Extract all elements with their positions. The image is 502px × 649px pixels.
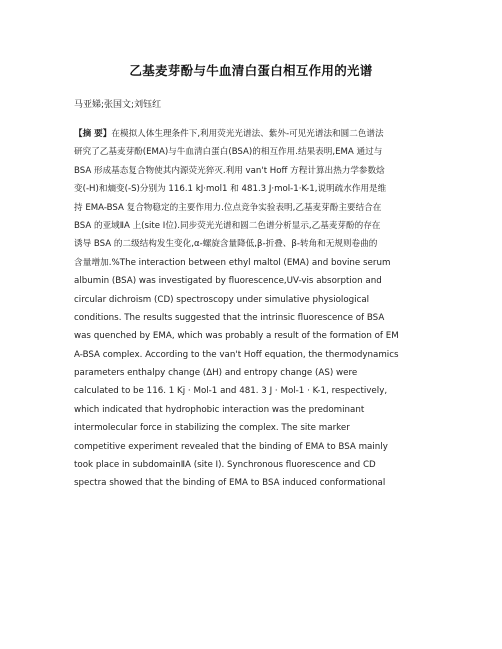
abstract-line: 变(-H)和熵变(-S)分别为 116.1 kJ·mol1 和 481.3 J·mol-1·K-1,说明疏水作用是维 xyxy=(74,184,387,195)
abstract-line: spectra showed that the binding of EMA to BSA induced conformational xyxy=(74,478,386,489)
abstract-line: albumin (BSA) was investigated by fluorescence,UV-vis absorption and xyxy=(74,276,382,287)
abstract-line: 持 EMA-BSA 复合物稳定的主要作用力.位点竞争实验表明,乙基麦芽酚主要结合在 xyxy=(74,202,382,213)
abstract-line: A-BSA complex. According to the van't Hoff equation, the thermodynamics xyxy=(74,349,399,360)
abstract-line: conditions. The results suggested that the intrinsic fluorescence of BSA xyxy=(74,312,385,323)
abstract-line xyxy=(74,125,434,143)
abstract-line: 诱导 BSA 的二级结构发生变化,α-螺旋含量降低,β-折叠、β-转角和无规则卷曲的 xyxy=(74,239,378,250)
abstract-label: 【摘 要】 xyxy=(74,129,112,139)
abstract-line: 含量增加.%The interaction between ethyl maltol (EMA) and bovine serum xyxy=(74,257,391,268)
abstract-block xyxy=(74,125,434,493)
abstract-line: took place in subdomainⅡA (site Ⅰ). Synchronous fluorescence and CD xyxy=(74,460,376,471)
abstract-line-text: 在模拟人体生理条件下,利用荧光光谱法、紫外-可见光谱法和圆二色谱法 xyxy=(111,129,384,139)
abstract-line: BSA 的亚域ⅡA 上(site Ⅰ位).同步荧光光谱和圆二色谱分析显示,乙基麦芽酚的存在 xyxy=(74,220,381,231)
paper-authors: 马亚娣;张国文;刘钰红 xyxy=(74,100,162,110)
abstract-line: which indicated that hydrophobic interaction was the predominant xyxy=(74,404,365,415)
abstract-line: calculated to be 116. 1 Kj · Mol-1 and 481. 3 J · Mol-1 · K-1, respectively, xyxy=(74,386,388,397)
paper-title: 乙基麦芽酚与牛血清白蛋白相互作用的光谱 xyxy=(129,63,373,78)
abstract-line: competitive experiment revealed that the binding of EMA to BSA mainly xyxy=(74,441,388,452)
abstract-line: BSA 形成基态复合物使其内源荧光猝灭.利用 van't Hoff 方程计算出热力学参数焓 xyxy=(74,165,385,176)
abstract-line: 研究了乙基麦芽酚(EMA)与牛血清白蛋白(BSA)的相互作用.结果表明,EMA 通过与 xyxy=(74,147,383,158)
abstract-line: circular dichroism (CD) spectroscopy under simulative physiological xyxy=(74,294,370,305)
abstract-line: intermolecular force in stabilizing the complex. The site marker xyxy=(74,423,350,434)
abstract-line: parameters enthalpy change (ΔH) and entropy change (AS) were xyxy=(74,368,358,379)
abstract-line: was quenched by EMA, which was probably a result of the formation of EM xyxy=(74,331,399,342)
